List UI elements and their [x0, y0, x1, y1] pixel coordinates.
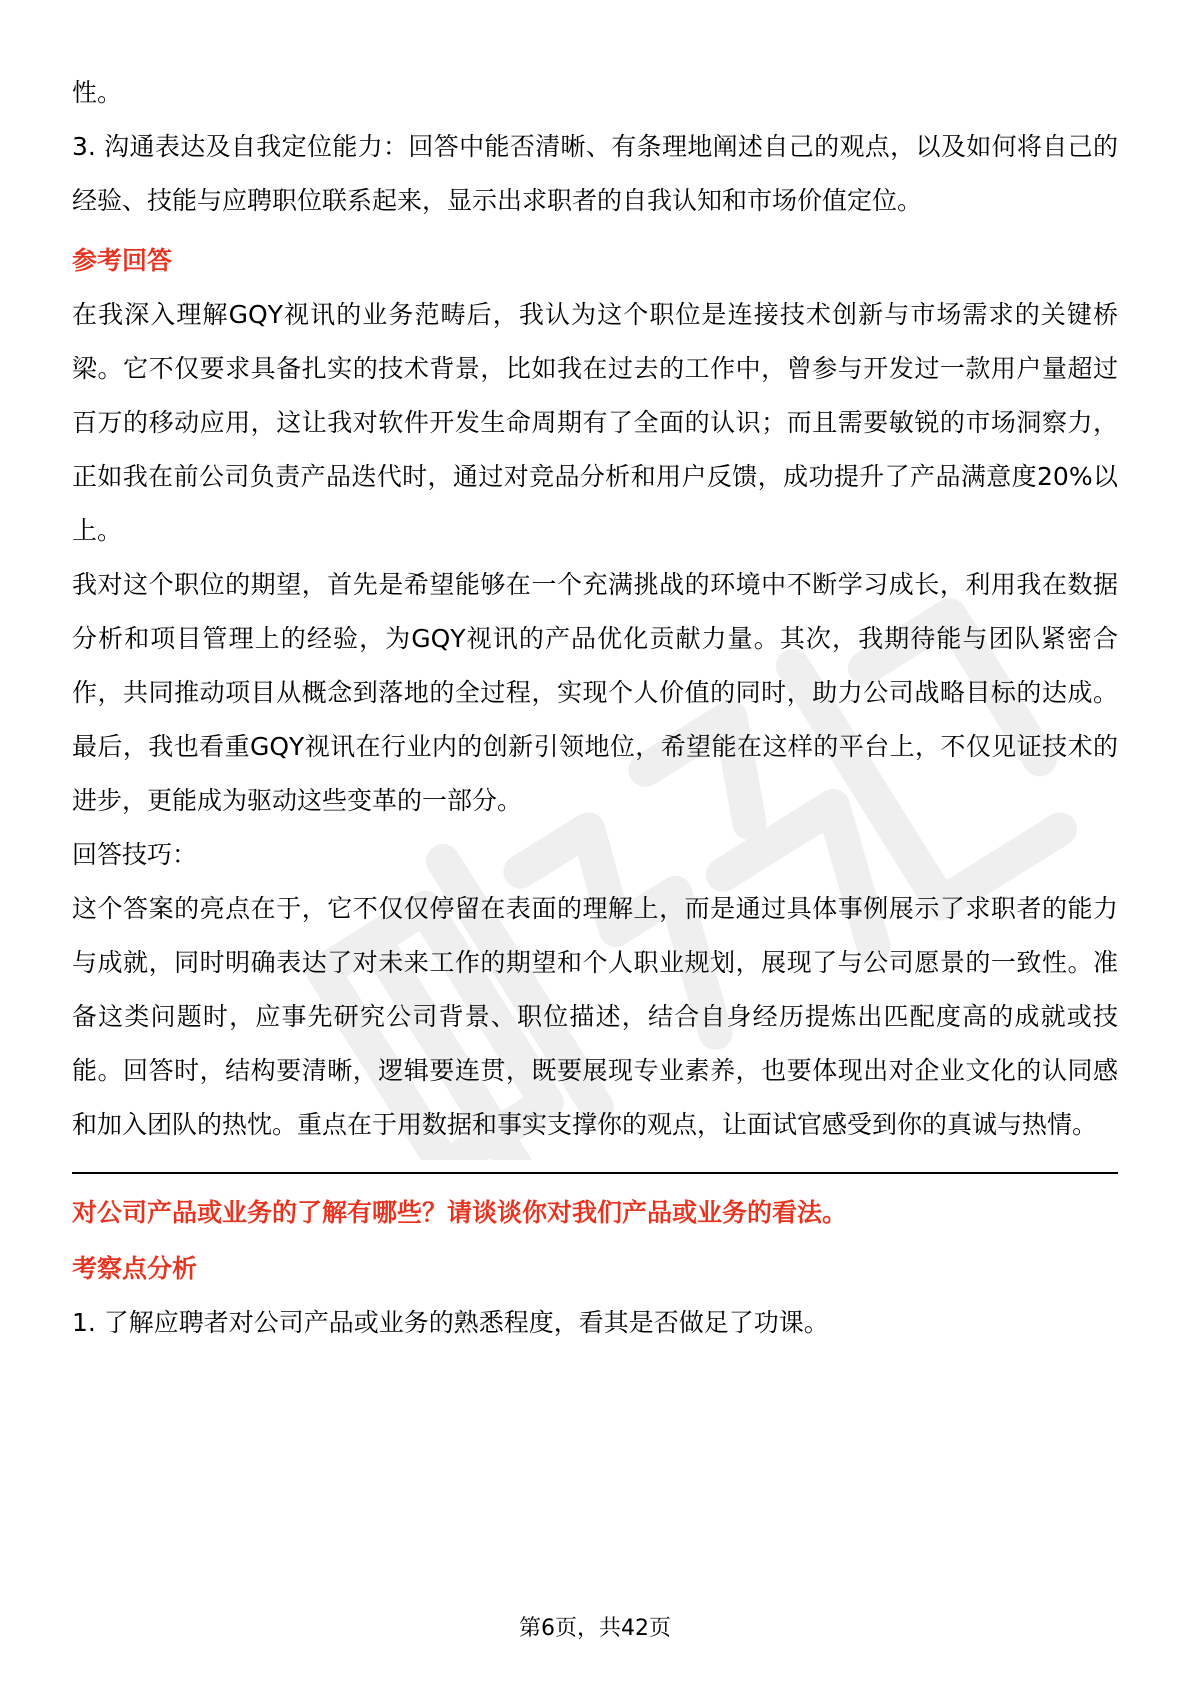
- page-number-footer: 第6页，共42页: [519, 1616, 671, 1641]
- intro-tail-text: 性。: [72, 78, 123, 107]
- tips-paragraph: 这个答案的亮点在于，它不仅仅停留在表面的理解上，而是通过具体事例展示了求职者的能力与成就，同时明确表达了对未来工作的期望和个人职业规划，展现了与公司愿景的一致性。准备这类问题时，应事先研究公司背景、职位描述，结合自身经历提炼出匹配度高的成就或技能。回答时，结构要清晰，逻辑要连贯，既要展现专业素养，也要体现出对企业文化的认同感和加入团队的热忱。重点在于用数据和事实支撑你的观点，让面试官感受到你的真诚与热情。: [72, 894, 1118, 1139]
- section-divider: [72, 1172, 1118, 1174]
- analysis-item-1: 1. 了解应聘者对公司产品或业务的熟悉程度，看其是否做足了功课。: [72, 1308, 829, 1337]
- answer-paragraph-2: 我对这个职位的期望，首先是希望能够在一个充满挑战的环境中不断学习成长，利用我在数据分析和项目管理上的经验，为GQY视讯的产品优化贡献力量。其次，我期待能与团队紧密合作，共同推动项目从概念到落地的全过程，实现个人价值的同时，助力公司战略目标的达成。最后，我也看重GQY视讯在行业内的创新引领地位，希望能在这样的平台上，不仅见证技术的进步，更能成为驱动这些变革的一部分。: [72, 570, 1118, 815]
- reference-answer-heading: 参考回答: [72, 246, 173, 275]
- analysis-heading: 考察点分析: [72, 1254, 198, 1283]
- document-body: [72, 66, 1118, 1350]
- next-question-title: 对公司产品或业务的了解有哪些？请谈谈你对我们产品或业务的看法。: [72, 1198, 848, 1227]
- answer-paragraph-1: 在我深入理解GQY视讯的业务范畴后，我认为这个职位是连接技术创新与市场需求的关键桥梁。它不仅要求具备扎实的技术背景，比如我在过去的工作中，曾参与开发过一款用户量超过百万的移动应用，这让我对软件开发生命周期有了全面的认识；而且需要敏锐的市场洞察力，正如我在前公司负责产品迭代时，通过对竞品分析和用户反馈，成功提升了产品满意度20%以上。: [72, 300, 1118, 545]
- criteria-item-3: 3. 沟通表达及自我定位能力：回答中能否清晰、有条理地阐述自己的观点，以及如何将自己的经验、技能与应聘职位联系起来，显示出求职者的自我认知和市场价值定位。: [72, 132, 1118, 215]
- tips-label: 回答技巧：: [72, 840, 198, 869]
